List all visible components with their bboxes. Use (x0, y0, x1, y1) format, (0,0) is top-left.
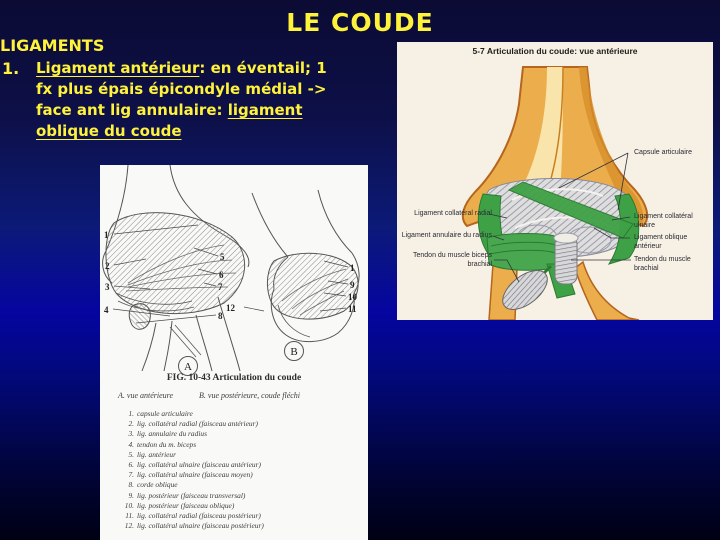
legend-row (120, 460, 360, 470)
figure-legend-list (120, 409, 360, 531)
legend-number: 8. (128, 480, 134, 490)
callout-b9: 9 (350, 280, 355, 290)
color-anatomy-drawing (397, 42, 713, 320)
ligaments-text-block (0, 36, 360, 142)
legend-row (120, 450, 360, 460)
callout-2: 2 (105, 261, 110, 271)
legend-row (120, 511, 360, 521)
item-body-text: : en éventail; 1 fx plus épais épicondyle médial -> face ant lig annulaire: (36, 59, 327, 119)
view-b-posterior-drawing (252, 190, 359, 361)
legend-label: lig. collatéral ulnaire (faisceau antérieur) (137, 460, 261, 470)
callout-5: 5 (220, 252, 225, 262)
legend-row (120, 470, 360, 480)
legend-number: 2. (128, 419, 134, 429)
callout-3: 3 (105, 282, 110, 292)
callout-6: 6 (219, 270, 224, 280)
subcaption-view-b: B. vue postérieure, coude fléchi (199, 391, 301, 400)
legend-label: lig. postérieur (faisceau transversal) (137, 490, 246, 500)
legend-number: 6. (128, 460, 134, 470)
label-ligament-collateral-radial: Ligament collatéral radial (414, 210, 492, 217)
callout-b11: 11 (348, 304, 357, 314)
view-a-letter: A (184, 361, 192, 373)
color-figure-title: 5-7 Articulation du coude: vue antérieure (472, 46, 638, 56)
callout-4: 4 (104, 305, 109, 315)
legend-row (120, 409, 360, 419)
legend-label: lig. collatéral ulnaire (faisceau moyen) (137, 470, 253, 480)
legend-label: tendon du m. biceps (137, 439, 197, 449)
label-ligament-annulaire-radius: Ligament annulaire du radius (401, 232, 492, 239)
list-item-number: 1. (2, 59, 20, 78)
callout-b1: 1 (350, 263, 355, 273)
legend-label: lig. collatéral ulnaire (faisceau postérieur) (137, 521, 264, 531)
legend-row (120, 491, 360, 501)
list-item-text (36, 58, 348, 142)
ligament-list-item (0, 58, 360, 142)
legend-number: 5. (128, 449, 134, 459)
legend-number: 4. (128, 439, 134, 449)
label-ligament-collateral-ulnaire: Ligament collatéral ulnaire (634, 213, 693, 229)
legend-label: lig. collatéral radial (faisceau postérieur) (137, 511, 261, 521)
figure-subcaption (118, 391, 362, 400)
underlined-term-anterior: Ligament antérieur (36, 59, 200, 77)
legend-row (120, 521, 360, 531)
legend-number: 11. (125, 511, 134, 521)
label-ligament-oblique-anterieur: Ligament oblique antérieur (634, 234, 688, 250)
legend-row (120, 429, 360, 439)
legend-number: 10. (124, 500, 134, 510)
view-a-anterior-drawing (103, 165, 249, 376)
legend-number: 7. (128, 470, 134, 480)
label-capsule-articulaire: Capsule articulaire (634, 149, 692, 156)
view-b-letter: B (290, 346, 298, 358)
ligaments-heading: LIGAMENTS (0, 36, 105, 55)
subcaption-view-a: A. vue antérieure (118, 391, 174, 400)
legend-label: lig. postérieur (faisceau oblique) (137, 500, 235, 510)
label-tendon-brachial: Tendon du muscle brachial (634, 256, 691, 272)
legend-number: 12. (124, 521, 134, 531)
legend-label: lig. antérieur (137, 449, 177, 459)
brachial-tendon-shape (554, 233, 578, 284)
callout-8: 8 (218, 311, 223, 321)
legend-row (120, 501, 360, 511)
legend-number: 1. (128, 409, 134, 418)
legend-row (120, 440, 360, 450)
label-tendon-biceps-brachial: Tendon du muscle biceps brachial (413, 252, 492, 268)
figure-color-vue-anterieure (397, 42, 713, 320)
legend-label: lig. collatéral radial (faisceau antérieur) (137, 419, 258, 429)
legend-row (120, 480, 360, 490)
page-title: LE COUDE (286, 8, 434, 37)
legend-number: 3. (128, 429, 134, 439)
callout-1: 1 (104, 230, 109, 240)
callout-7: 7 (218, 282, 223, 292)
callout-b12: 12 (226, 303, 235, 313)
figure-caption: FIG. 10-43 Articulation du coude (166, 373, 302, 383)
legend-number: 9. (128, 490, 134, 500)
callout-b10: 10 (348, 292, 357, 302)
legend-label: lig. annulaire du radius (137, 429, 207, 439)
underlined-term-oblique: ligament oblique du coude (36, 101, 303, 140)
legend-row (120, 419, 360, 429)
figure-bw-articulation-coude (100, 165, 368, 540)
legend-label: capsule articulaire (137, 409, 193, 418)
legend-label: corde oblique (137, 480, 178, 490)
